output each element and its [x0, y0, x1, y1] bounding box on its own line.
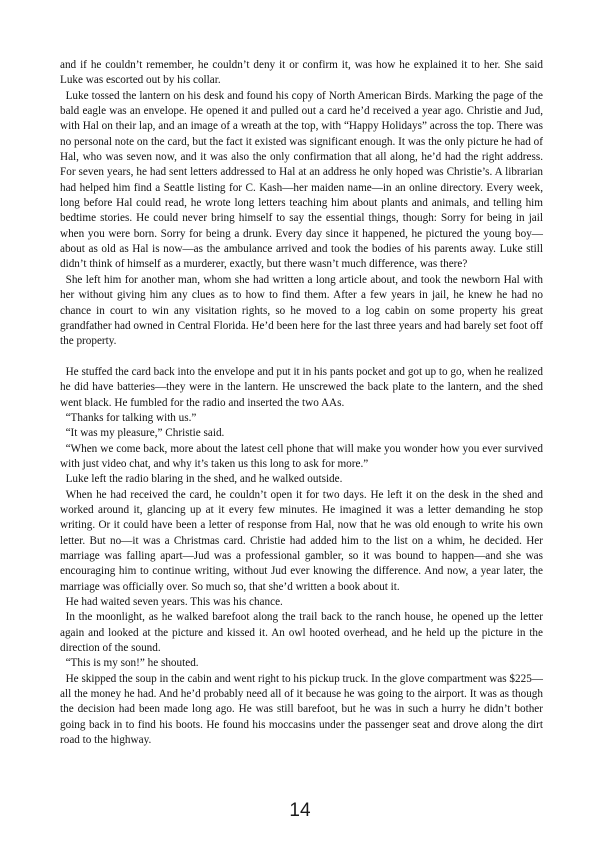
- paragraph: He had waited seven years. This was his chance.: [60, 596, 283, 609]
- paragraph: Luke left the radio blaring in the shed, and he walked outside.: [60, 473, 343, 486]
- paragraph-gap: [60, 350, 543, 365]
- paragraph: In the moonlight, as he walked barefoot along the trail back to the ranch house, he opened up the letter again and looked at the picture and kissed it. An owl hooted overhead, and he held up the picture in the direction of the sound.: [60, 611, 543, 655]
- paragraph: “Thanks for talking with us.”: [60, 411, 197, 424]
- paragraph: Luke tossed the lantern on his desk and found his copy of North American Birds. Marking the page of the bald eagle was an envelope. He opened it and pulled out a card he’d received a year ago. Christie and Jud, with Hal on their lap, and an image of a wreath at the top, with “Happy Holidays” across the top. There was no personal note on the card, but the fact it existed was significant enough. It was the only picture he had of Hal, who was seven now, and it was also the only confirmation that all along, he’d had the right address. For seven years, he had sent letters addressed to Hal at an address he only hoped was Christie’s. A librarian had helped him find a Seattle listing for C. Kash—her maiden name—in an online directory. Every week, long before Hal could read, he wrote long letters teaching him about plants and animals, and telling him bedtime stories. He could never bring himself to say the essential things, though: Sorry for being in jail when you were born. Sorry for being a drunk. Every day since it happened, he pictured the young boy—about as old as Hal is now—as the ambulance arrived and took the bodies of his parents away. Luke still didn’t think of himself as a murderer, exactly, but there wasn’t much difference, was there?: [60, 89, 543, 271]
- paragraph: “This is my son!” he shouted.: [60, 657, 199, 670]
- page-number: 14: [289, 800, 311, 821]
- body-text: [60, 58, 543, 748]
- paragraph: “When we come back, more about the latest cell phone that will make you wonder how you ever survived with just video chat, and why it’s taken us this long to ask for more.”: [60, 442, 543, 470]
- paragraph: When he had received the card, he couldn’t open it for two days. He left it on the desk in the shed and worked around it, glancing up at it every few minutes. He imagined it was a letter demanding he stop writing. Or it could have been a letter of response from Hal, now that he was old enough to write his own letter. But no—it was a Christmas card. Christie had added him to the list on a whim, he decided. Her marriage was falling apart—Jud was a professional gambler, so it was bound to happen—and she was encouraging him to continue writing, without Jud ever knowing the difference. And now, a year later, the marriage was officially over. So much so, that she’d written a book about it.: [60, 488, 543, 593]
- paragraph: and if he couldn’t remember, he couldn’t deny it or confirm it, was how he explained it to her. She said Luke was escorted out by his collar.: [60, 59, 543, 87]
- paragraph: “It was my pleasure,” Christie said.: [60, 427, 225, 440]
- paragraph: He skipped the soup in the cabin and went right to his pickup truck. In the glove compartment was $225—all the money he had. And he’d probably need all of it because he was going to the airport. It was as though the decision had been made long ago. He was still barefoot, but he was in such a hurry he didn’t bother going back in to find his boots. He found his moccasins under the passenger seat and drove along the dirt road to the highway.: [60, 672, 543, 747]
- paragraph: He stuffed the card back into the envelope and put it in his pants pocket and got up to go, when he realized he did have batteries—they were in the lantern. He unscrewed the back plate to the lantern, and the shed went black. He fumbled for the radio and inserted the two AAs.: [60, 365, 543, 409]
- paragraph: She left him for another man, whom she had written a long article about, and took the newborn Hal with her without giving him any clues as to how to find them. After a few years in jail, he knew he had no chance in court to win any visitation rights, so he moved to a log cabin on some property his great grandfather had owned in Central Florida. He’d been here for the last three years and had barely set foot off the property.: [60, 273, 543, 348]
